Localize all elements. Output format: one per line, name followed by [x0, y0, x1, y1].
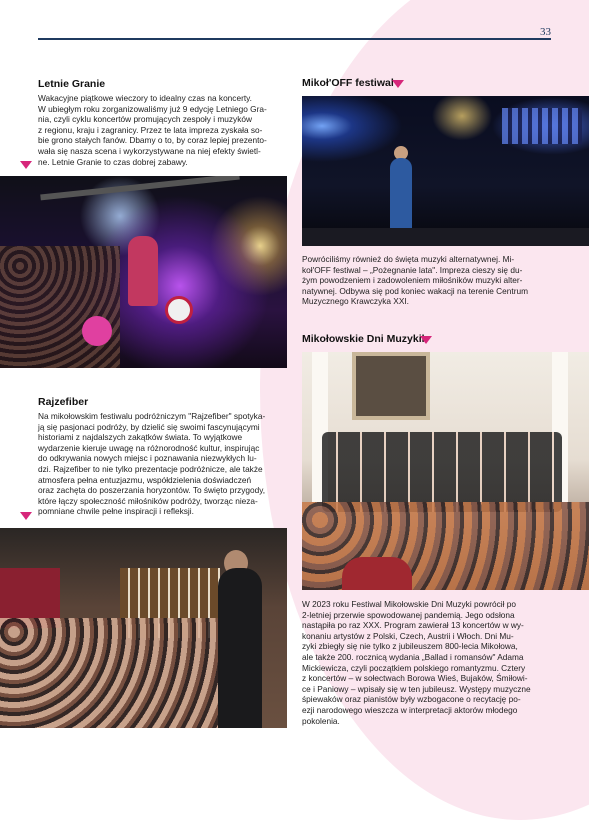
text-line: które łączy społeczność miłośników podróży, tworząc nieza- — [38, 495, 258, 506]
text-line: z koncertów – w sołectwach Borowa Wieś, Bujaków, Śmiłowi- — [302, 673, 528, 684]
text-line: śpiewaków oraz pianistów były wzbogacone o recytację po- — [302, 694, 521, 705]
text-line: nastąpiła po raz XXX. Program zawierał 13 koncertów w wy- — [302, 620, 524, 631]
text-line: konaniu artystów z Polski, Czech, Austrii i Włoch. Dni Mu- — [302, 630, 514, 641]
text-line: Wakacyjne piątkowe wieczory to idealny czas na koncerty. — [38, 93, 252, 103]
section-body-rajzefiber — [38, 411, 287, 517]
audience-member — [342, 557, 412, 590]
drum — [82, 316, 112, 346]
crowd — [0, 246, 120, 368]
choir — [322, 432, 562, 512]
triangle-marker-icon — [420, 336, 432, 344]
section-heading-dni-muzyki: Mikołowskie Dni Muzykil — [302, 333, 425, 345]
singer — [390, 158, 412, 236]
section-body-mikoloff — [302, 254, 551, 307]
text-line: W 2023 roku Festiwal Mikołowskie Dni Muzyki powrócił po — [302, 599, 516, 609]
header-rule — [38, 38, 551, 40]
text-line: ezji narodowego wieszcza w interpretacji aktorów młodego — [302, 704, 518, 715]
triangle-marker-icon — [392, 80, 404, 88]
text-line: 2-letniej przerwie spowodowanej pandemią. Jego odsłona — [302, 609, 515, 620]
text-line: wydarzenie kieruje uwagę na różnorodność kultur, inspirując — [38, 442, 260, 453]
audience — [0, 618, 220, 728]
section-body-dni-muzyki — [302, 599, 551, 726]
page-number: 33 — [540, 26, 551, 38]
altar-painting — [352, 352, 430, 420]
text-line: ją się pasjonaci podróży, by dzielić się swoimi fascynującymi — [38, 421, 260, 432]
lighting-truss — [40, 176, 240, 200]
text-line: pokolenia. — [302, 715, 340, 726]
text-line: do odkrywania nowych miejsc i poznawania niezwykłych lu- — [38, 453, 257, 464]
text-line: natywnej. Odbywa się pod koniec wakacji na terenie Centrum — [302, 285, 528, 296]
text-line: historiami z najdalszych zakątków świata. To wyjątkowe — [38, 432, 243, 443]
text-line: W ubiegłym roku zorganizowaliśmy już 9 edycję Letniego Gra- — [38, 103, 267, 114]
text-line: bie grono stałych fanów. Dbamy o to, by coraz lepiej prezento- — [38, 135, 267, 146]
text-line: pomniane chwile pełne inspiracji i refleksji. — [38, 506, 194, 517]
drummer — [128, 236, 158, 306]
text-line: wała się nasza scena i wykorzystywane na niej efekty świetl- — [38, 145, 261, 156]
text-line: Na mikołowskim festiwalu podróżniczym "Rajzefiber" spotyka- — [38, 411, 266, 421]
text-line: koł'OFF festiwal – „Pożegnanie lata". Impreza cieszy się du- — [302, 264, 523, 275]
text-line: zyki zbiegły się nie tylko z jubileuszem 800-lecia Mikołowa, — [302, 641, 518, 652]
section-heading-mikoloff: Mikoł'OFF festiwal — [302, 77, 394, 89]
drum — [165, 296, 193, 324]
photo-singer-stage — [302, 96, 589, 246]
speaker — [218, 568, 262, 728]
text-line: Muzycznego Krawczyka XXI. — [302, 296, 409, 307]
text-line: ne. Letnie Granie to czas dobrej zabawy. — [38, 156, 188, 167]
triangle-marker-icon — [20, 512, 32, 520]
section-heading-letnie-granie: Letnie Granie — [38, 78, 106, 90]
text-line: z regionu, kraju i zagranicy. Przez te lata impreza zyskała so- — [38, 124, 263, 135]
section-body-letnie-granie — [38, 93, 287, 167]
photo-audience-library — [0, 528, 287, 728]
text-line: ale także 200. rocznicą wydania „Ballad i romansów" Adama — [302, 651, 524, 662]
photo-concert-stage — [0, 176, 287, 368]
led-screen — [502, 108, 582, 144]
text-line: dzi. Rajzefiber to nie tylko prezentacje podróżnicze, ale także — [38, 463, 263, 474]
text-line: oraz zachęta do poszerzania horyzontów. To święto przygody, — [38, 485, 266, 496]
text-line: żym powodzeniem i zadowoleniem miłośników muzyki alter- — [302, 275, 523, 286]
text-line: ce i Paniowy – wpisały się w ten jubileusz. Występy muzyczne — [302, 683, 531, 694]
stage-floor — [302, 228, 589, 246]
triangle-marker-icon — [20, 161, 32, 169]
section-heading-rajzefiber: Rajzefiber — [38, 396, 89, 408]
photo-choir-church — [302, 352, 589, 590]
text-line: atmosfera pełna entuzjazmu, współdzielenia doświadczeń — [38, 474, 252, 485]
text-line: Powróciliśmy również do święta muzyki alternatywnej. Mi- — [302, 254, 515, 264]
text-line: nia, czyli cyklu koncertów promujących zespoły i muzyków — [38, 114, 252, 125]
text-line: Mickiewicza, czyli początkiem polskiego romantyzmu. Cztery — [302, 662, 526, 673]
